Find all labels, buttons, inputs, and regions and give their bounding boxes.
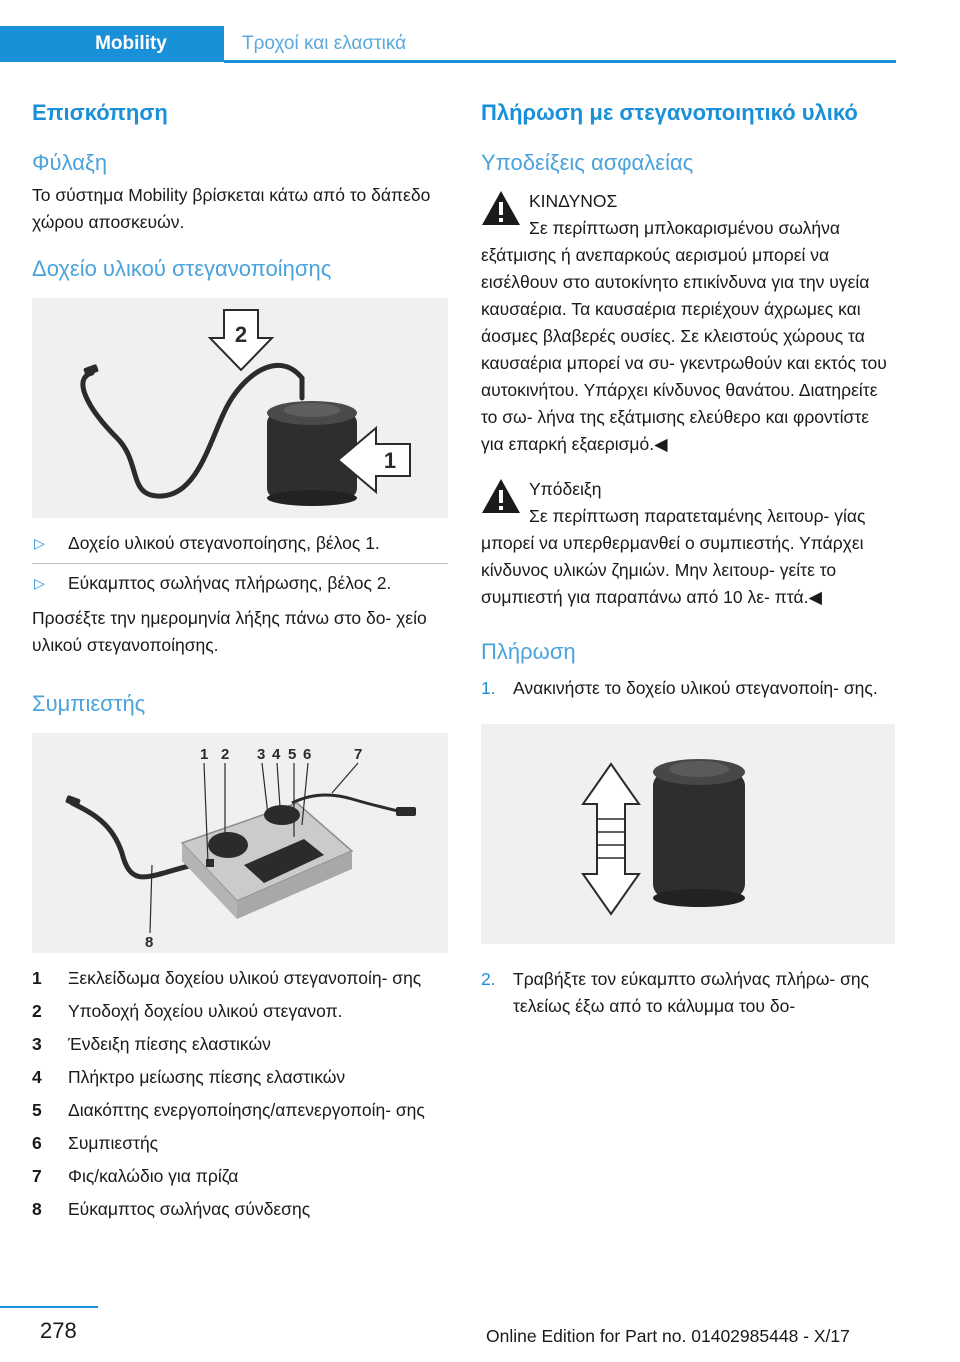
figure2-label-6: 6	[303, 746, 312, 763]
list-item: ▷ Εύκαμπτος σωλήνας πλήρωσης, βέλος 2.	[32, 564, 448, 603]
list-item: 2 Υποδοχή δοχείου υλικού στεγανοπ.	[32, 1001, 343, 1021]
shake-container-illustration	[481, 724, 895, 944]
header-chapter-tab: Τροχοί και ελαστικά	[242, 33, 407, 54]
triangle-bullet-icon: ▷	[34, 575, 45, 591]
figure1-arrow1-label: 1	[383, 448, 397, 473]
figure2-label-8: 8	[145, 934, 154, 951]
list-item: 8 Εύκαμπτος σωλήνας σύνδεσης	[32, 1199, 311, 1219]
shake-container-figure	[481, 724, 895, 944]
storage-heading: Φύλαξη	[32, 150, 108, 175]
danger-warning	[481, 188, 895, 458]
fill-heading: Πλήρωση με στεγανοποιητικό υλικό	[481, 100, 858, 125]
container-items-list	[32, 526, 448, 603]
list-item: 2. Τραβήξτε τον εύκαμπτο σωλήνας πλήρω- σης τελείως έξω από το κάλυμμα του δο-	[481, 969, 870, 1016]
triangle-bullet-icon: ▷	[34, 535, 45, 551]
figure2-label-7: 7	[354, 746, 363, 763]
container-note: Προσέξτε την ημερομηνία λήξης πάνω στο δο- χείο υλικού στεγανοποίησης.	[32, 608, 427, 655]
sealant-container-illustration	[32, 298, 448, 518]
note-warning	[481, 476, 895, 611]
compressor-parts-list	[32, 965, 448, 1223]
warning-triangle-icon	[481, 190, 521, 226]
list-item: 6 Συμπιεστής	[32, 1133, 159, 1153]
list-item: 7 Φις/καλώδιο για πρίζα	[32, 1166, 239, 1186]
page-number: 278	[40, 1318, 77, 1343]
container-heading: Δοχείο υλικού στεγανοποίησης	[32, 256, 332, 281]
list-item: 1 Ξεκλείδωμα δοχείου υλικού στεγανοποίη- σης	[32, 968, 422, 988]
compressor-heading: Συμπιεστής	[32, 691, 146, 716]
storage-text: Το σύστημα Mobility βρίσκεται κάτω από το δάπεδο χώρου αποσκευών.	[32, 185, 431, 232]
figure1-arrow2-label: 2	[234, 322, 248, 347]
header-section-tab: Mobility	[0, 26, 224, 62]
right-column	[481, 98, 895, 1020]
danger-text: Σε περίπτωση μπλοκαρισμένου σωλήνα εξάτμισης ή ανεπαρκούς αερισμού μπορεί να εισέλθουν στο αυτοκίνητο επικίνδυνα για την υγεία καυσαέρια. Τα καυσαέρια περιέχουν άχρωμες και άοσμες βλαβερές ουσίες. Σε κλειστούς χώρους τα καυσαέρια μπορεί να συ- γκεντρωθούν και εκτός του αυτοκινήτου. Υπάρχει κίνδυνος θανάτου. Διατηρείτε το σω- λήνα της εξάτμισης ελεύθερο και φροντίστε για επαρκή εξαερισμό.◀	[481, 218, 887, 454]
safety-heading: Υποδείξεις ασφαλείας	[481, 150, 694, 175]
filling-heading: Πλήρωση	[481, 639, 576, 664]
header-rule	[224, 60, 896, 63]
figure2-label-3: 3	[257, 746, 266, 763]
danger-title: ΚΙΝΔΥΝΟΣ	[529, 191, 618, 211]
figure2-label-5: 5	[288, 746, 297, 763]
compressor-illustration	[32, 733, 448, 953]
warning-triangle-icon	[481, 478, 521, 514]
sealant-container-figure	[32, 298, 448, 518]
list-item: 1. Ανακινήστε το δοχείο υλικού στεγανοποίη- σης.	[481, 678, 878, 698]
note-text: Σε περίπτωση παρατεταμένης λειτουρ- γίας μπορεί να υπερθερμανθεί ο συμπιεστής. Υπάρχει κίνδυνος υλικών ζημιών. Μην λειτουρ- γείτε το συμπιεστή για παραπάνω από 10 λε- πτά.◀	[481, 506, 866, 607]
list-item: 5 Διακόπτης ενεργοποίησης/απενεργοποίη- σης	[32, 1100, 425, 1120]
list-item: 3 Ένδειξη πίεσης ελαστικών	[32, 1034, 271, 1054]
footer-rule	[0, 1306, 98, 1308]
filling-steps	[481, 675, 895, 702]
figure2-label-4: 4	[272, 746, 281, 763]
compressor-figure	[32, 733, 448, 953]
list-item: ▷ Δοχείο υλικού στεγανοποίησης, βέλος 1.	[32, 526, 448, 563]
note-title: Υπόδειξη	[529, 479, 602, 499]
list-item: 4 Πλήκτρο μείωσης πίεσης ελαστικών	[32, 1067, 346, 1087]
edition-text: Online Edition for Part no. 01402985448 - X/17	[486, 1326, 850, 1346]
left-column	[32, 98, 448, 1223]
figure2-label-2: 2	[221, 746, 230, 763]
overview-heading: Επισκόπηση	[32, 100, 168, 125]
filling-steps-continued	[481, 966, 895, 1020]
figure2-label-1: 1	[200, 746, 209, 763]
